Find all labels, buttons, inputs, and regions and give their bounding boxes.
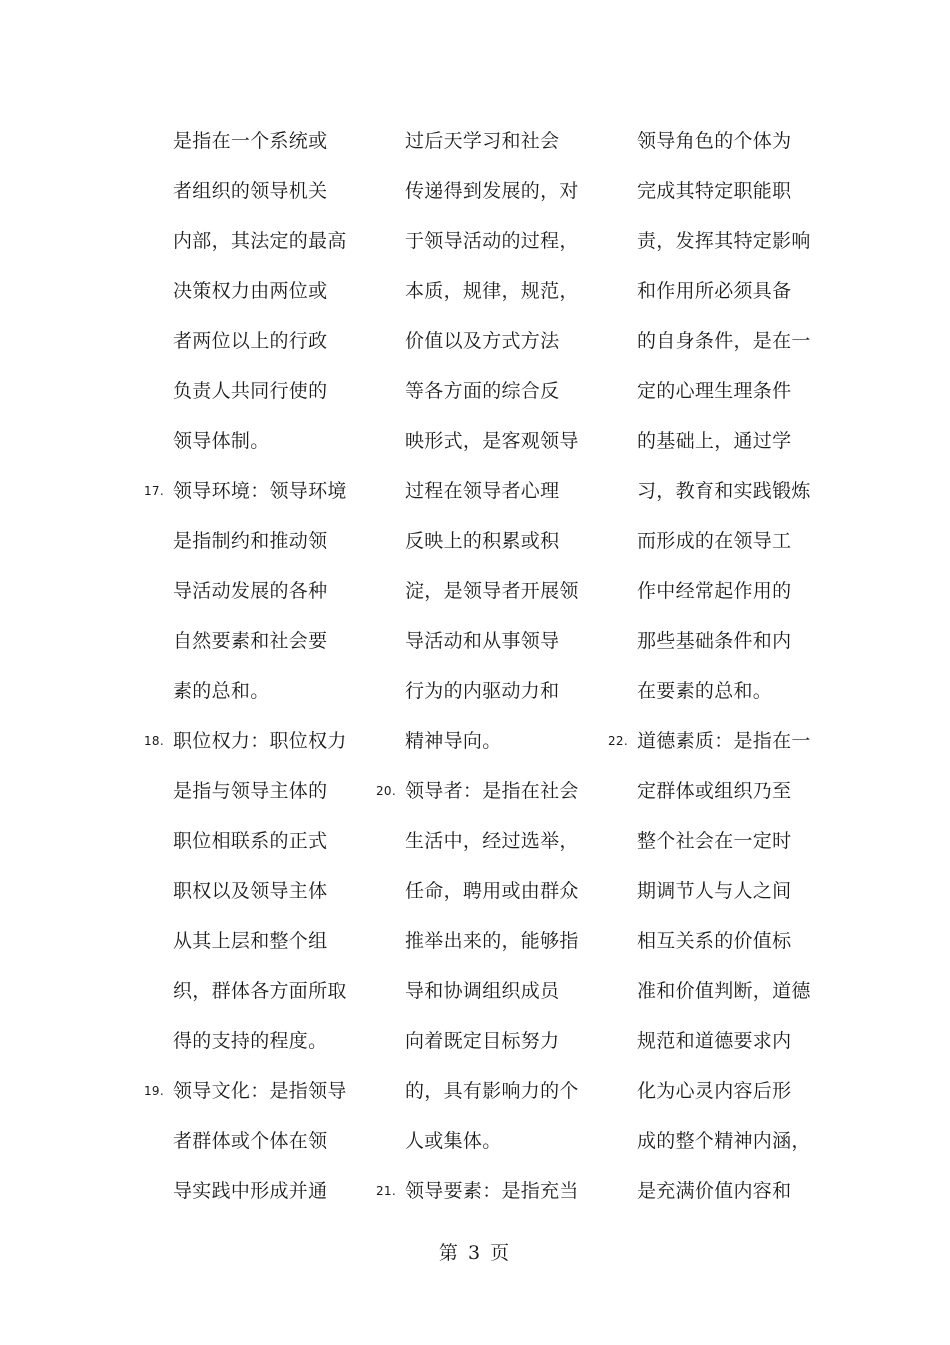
line-text: 领导角色的个体为: [637, 130, 792, 152]
text-line: [140, 966, 372, 1016]
line-text: 职位相联系的正式: [173, 830, 328, 852]
line-text: 成的整个精神内涵，: [637, 1130, 811, 1152]
text-line: [604, 716, 836, 766]
line-text: 是充满价值内容和: [637, 1180, 792, 1202]
text-line: [604, 1016, 836, 1066]
line-text: 任命，聘用或由群众: [405, 880, 579, 902]
line-text: 导和协调组织成员: [405, 980, 560, 1002]
text-line: [140, 1116, 372, 1166]
text-line: [140, 466, 372, 516]
text-line: [140, 216, 372, 266]
text-line: [372, 1016, 604, 1066]
line-text: 反映上的积累或积: [405, 530, 560, 552]
item-number: 21.: [376, 1184, 396, 1198]
line-text: 于领导活动的过程，: [405, 230, 579, 252]
line-text: 向着既定目标努力: [405, 1030, 560, 1052]
line-text: 导活动和从事领导: [405, 630, 560, 652]
text-column-3: [604, 116, 836, 1216]
line-text: 完成其特定职能职: [637, 180, 792, 202]
text-line: [604, 966, 836, 1016]
line-text: 决策权力由两位或: [173, 280, 328, 302]
line-text: 本质，规律，规范，: [405, 280, 579, 302]
line-text: 定群体或组织乃至: [637, 780, 792, 802]
line-text: 定的心理生理条件: [637, 380, 792, 402]
line-text: 得的支持的程度。: [173, 1030, 328, 1052]
line-text: 道德素质：是指在一: [637, 730, 811, 752]
text-line: [140, 516, 372, 566]
line-text: 那些基础条件和内: [637, 630, 792, 652]
line-text: 行为的内驱动力和: [405, 680, 560, 702]
item-number: 18.: [144, 734, 164, 748]
text-line: [372, 616, 604, 666]
text-line: [372, 216, 604, 266]
line-text: 领导体制。: [173, 430, 270, 452]
line-text: 的基础上，通过学: [637, 430, 792, 452]
text-line: [604, 166, 836, 216]
text-line: [604, 266, 836, 316]
line-text: 而形成的在领导工: [637, 530, 792, 552]
text-line: [372, 116, 604, 166]
line-text: 者组织的领导机关: [173, 180, 328, 202]
text-line: [140, 116, 372, 166]
text-line: [140, 1066, 372, 1116]
text-line: [140, 316, 372, 366]
text-line: [604, 366, 836, 416]
line-text: 期调节人与人之间: [637, 880, 792, 902]
line-text: 价值以及方式方法: [405, 330, 560, 352]
text-line: [372, 966, 604, 1016]
line-text: 准和价值判断，道德: [637, 980, 811, 1002]
line-text: 织，群体各方面所取: [173, 980, 347, 1002]
text-line: [140, 266, 372, 316]
line-text: 责，发挥其特定影响: [637, 230, 811, 252]
line-text: 负责人共同行使的: [173, 380, 328, 402]
text-line: [372, 766, 604, 816]
text-line: [372, 666, 604, 716]
line-text: 职权以及领导主体: [173, 880, 328, 902]
item-number: 22.: [608, 734, 628, 748]
line-text: 内部，其法定的最高: [173, 230, 347, 252]
line-text: 过后天学习和社会: [405, 130, 560, 152]
text-line: [372, 266, 604, 316]
text-line: [140, 766, 372, 816]
text-column-2: [372, 116, 604, 1216]
line-text: 者两位以上的行政: [173, 330, 328, 352]
text-line: [604, 116, 836, 166]
line-text: 领导要素：是指充当: [405, 1180, 579, 1202]
text-line: [604, 616, 836, 666]
text-line: [372, 716, 604, 766]
text-line: [604, 566, 836, 616]
text-line: [140, 1166, 372, 1216]
text-line: [604, 916, 836, 966]
item-number: 17.: [144, 484, 164, 498]
line-text: 是指制约和推动领: [173, 530, 328, 552]
line-text: 等各方面的综合反: [405, 380, 560, 402]
text-line: [604, 416, 836, 466]
text-line: [372, 1166, 604, 1216]
item-number: 19.: [144, 1084, 164, 1098]
text-line: [604, 316, 836, 366]
text-line: [372, 566, 604, 616]
page-number: 第 3 页: [438, 1242, 512, 1264]
text-line: [140, 166, 372, 216]
text-line: [372, 466, 604, 516]
text-line: [604, 866, 836, 916]
line-text: 过程在领导者心理: [405, 480, 560, 502]
line-text: 生活中，经过选举，: [405, 830, 579, 852]
line-text: 领导文化：是指领导: [173, 1080, 347, 1102]
line-text: 者群体或个体在领: [173, 1130, 328, 1152]
text-line: [372, 416, 604, 466]
text-line: [372, 366, 604, 416]
text-column-1: [140, 116, 372, 1216]
text-line: [604, 216, 836, 266]
text-line: [140, 566, 372, 616]
text-line: [140, 916, 372, 966]
line-text: 推举出来的，能够指: [405, 930, 579, 952]
line-text: 规范和道德要求内: [637, 1030, 792, 1052]
text-line: [604, 1066, 836, 1116]
line-text: 导活动发展的各种: [173, 580, 328, 602]
text-line: [372, 916, 604, 966]
text-line: [604, 816, 836, 866]
text-line: [604, 666, 836, 716]
line-text: 精神导向。: [405, 730, 502, 752]
line-text: 在要素的总和。: [637, 680, 773, 702]
line-text: 自然要素和社会要: [173, 630, 328, 652]
line-text: 习，教育和实践锻炼: [637, 480, 811, 502]
text-line: [140, 366, 372, 416]
text-line: [140, 866, 372, 916]
line-text: 作中经常起作用的: [637, 580, 792, 602]
line-text: 导实践中形成并通: [173, 1180, 328, 1202]
line-text: 相互关系的价值标: [637, 930, 792, 952]
line-text: 从其上层和整个组: [173, 930, 328, 952]
text-line: [604, 466, 836, 516]
line-text: 传递得到发展的，对: [405, 180, 579, 202]
text-line: [604, 1116, 836, 1166]
text-line: [372, 516, 604, 566]
line-text: 人或集体。: [405, 1130, 502, 1152]
text-line: [604, 516, 836, 566]
line-text: 素的总和。: [173, 680, 270, 702]
line-text: 的，具有影响力的个: [405, 1080, 579, 1102]
text-line: [140, 816, 372, 866]
item-number: 20.: [376, 784, 396, 798]
text-line: [140, 666, 372, 716]
line-text: 整个社会在一定时: [637, 830, 792, 852]
text-line: [372, 1066, 604, 1116]
text-line: [140, 1016, 372, 1066]
text-line: [604, 766, 836, 816]
text-line: [372, 166, 604, 216]
line-text: 是指与领导主体的: [173, 780, 328, 802]
text-line: [372, 866, 604, 916]
line-text: 领导者：是指在社会: [405, 780, 579, 802]
line-text: 化为心灵内容后形: [637, 1080, 792, 1102]
text-line: [372, 1116, 604, 1166]
text-line: [140, 416, 372, 466]
line-text: 映形式，是客观领导: [405, 430, 579, 452]
line-text: 的自身条件，是在一: [637, 330, 811, 352]
text-line: [604, 1166, 836, 1216]
text-line: [372, 816, 604, 866]
text-line: [140, 616, 372, 666]
text-line: [140, 716, 372, 766]
text-line: [372, 316, 604, 366]
line-text: 职位权力：职位权力: [173, 730, 347, 752]
line-text: 淀，是领导者开展领: [405, 580, 579, 602]
line-text: 领导环境：领导环境: [173, 480, 347, 502]
line-text: 是指在一个系统或: [173, 130, 328, 152]
line-text: 和作用所必须具备: [637, 280, 792, 302]
